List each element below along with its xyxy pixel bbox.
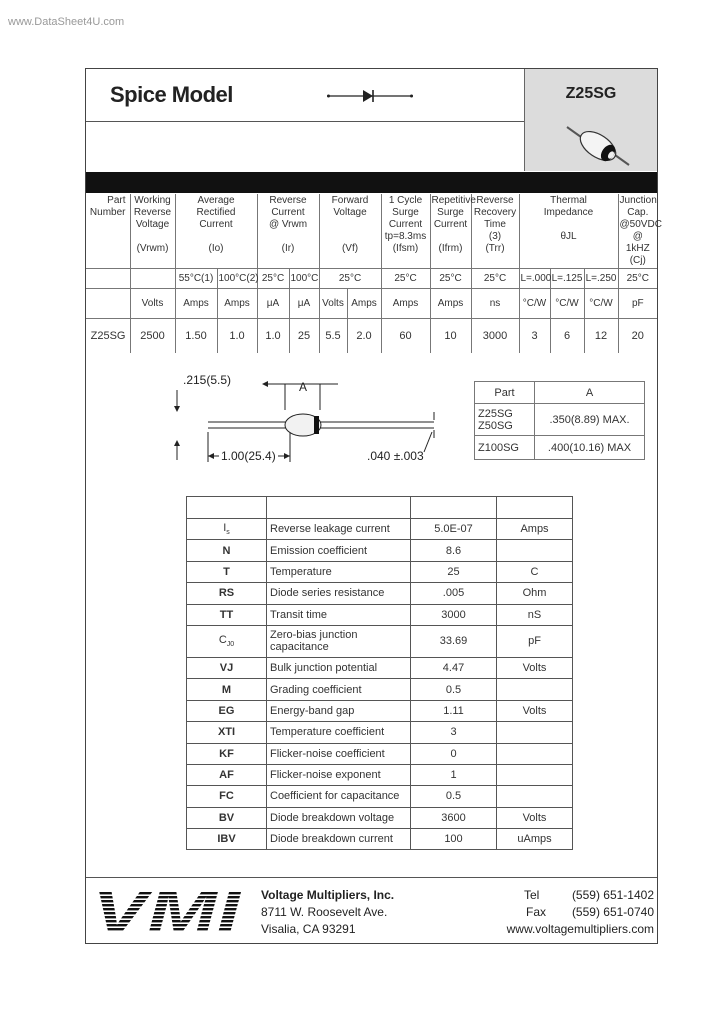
body-diameter-label: .215(5.5) xyxy=(183,373,232,387)
param-unit xyxy=(497,540,573,561)
spice-row xyxy=(187,722,573,743)
param-unit xyxy=(497,786,573,807)
pa-header-part: Part xyxy=(475,382,535,404)
cond-cell: 25°C xyxy=(257,269,289,289)
param-value: 1 xyxy=(411,764,497,785)
param-description: Transit time xyxy=(267,604,411,625)
value-cell: Z25SG xyxy=(86,319,130,353)
spice-row xyxy=(187,540,573,561)
spec-units-row xyxy=(86,289,657,319)
lead-diameter-label: .040 ±.003 xyxy=(367,449,424,463)
body-length-label: A xyxy=(299,380,308,394)
spice-row xyxy=(187,807,573,828)
param-description: Flicker-noise exponent xyxy=(267,764,411,785)
logo-text: VMI xyxy=(92,884,242,936)
param-symbol: FC xyxy=(187,786,267,807)
vmi-logo xyxy=(92,884,242,936)
param-value: 0.5 xyxy=(411,786,497,807)
param-description: Diode series resistance xyxy=(267,583,411,604)
param-description: Diode breakdown current xyxy=(267,829,411,850)
pa-part-cell: Z25SG Z50SG xyxy=(475,404,535,436)
spice-row xyxy=(187,786,573,807)
header-working-voltage: Working Reverse Voltage (Vrwm) xyxy=(130,194,175,269)
param-value: 25 xyxy=(411,561,497,582)
param-description: Zero-bias junction capacitance xyxy=(267,625,411,657)
cond-cell: 100°C xyxy=(289,269,319,289)
fax-label: Fax xyxy=(526,905,547,919)
fax-number: (559) 651-0740 xyxy=(571,905,654,919)
param-symbol: IBV xyxy=(187,829,267,850)
unit-cell: ns xyxy=(471,289,519,319)
param-symbol: $I_s$ xyxy=(187,519,267,540)
header-reverse-current: Reverse Current @ Vrwm (Ir) xyxy=(257,194,319,269)
fax-row xyxy=(500,904,654,921)
section-bar xyxy=(86,172,657,193)
spec-header-row xyxy=(86,194,657,269)
param-value: 100 xyxy=(411,829,497,850)
spice-row xyxy=(187,679,573,700)
unit-cell: Volts xyxy=(319,289,347,319)
value-cell: 3000 xyxy=(471,319,519,353)
header-forward-voltage: Forward Voltage (Vf) xyxy=(319,194,381,269)
param-description: Grading coefficient xyxy=(267,679,411,700)
header-repetitive-surge: Repetitive Surge Current (Ifrm) xyxy=(430,194,471,269)
param-description: Bulk junction potential xyxy=(267,657,411,678)
header-rectified-current: Average Rectified Current (Io) xyxy=(175,194,257,269)
param-value: 3000 xyxy=(411,604,497,625)
address-line-1: 8711 W. Roosevelt Ave. xyxy=(261,905,388,919)
cond-cell: L=.125 xyxy=(550,269,584,289)
param-value: 4.47 xyxy=(411,657,497,678)
pa-row xyxy=(475,404,645,436)
unit-cell: Amps xyxy=(381,289,430,319)
spice-row xyxy=(187,583,573,604)
page-title: Spice Model xyxy=(110,82,233,107)
param-description: Temperature xyxy=(267,561,411,582)
param-value: 3 xyxy=(411,722,497,743)
cond-cell: L=.000 xyxy=(519,269,550,289)
pa-header-a: A xyxy=(535,382,645,404)
spice-row xyxy=(187,657,573,678)
param-description: Temperature coefficient xyxy=(267,722,411,743)
param-description: Diode breakdown voltage xyxy=(267,807,411,828)
param-value: 0.5 xyxy=(411,679,497,700)
header-recovery-time: Reverse Recovery Time (3) (Trr) xyxy=(471,194,519,269)
value-cell: 12 xyxy=(584,319,618,353)
diode-symbol-icon xyxy=(327,89,413,103)
unit-cell: Amps xyxy=(347,289,381,319)
unit-cell: °C/W xyxy=(550,289,584,319)
param-value: 3600 xyxy=(411,807,497,828)
param-unit: Ohm xyxy=(497,583,573,604)
header-surge-current: 1 Cycle Surge Current tp=8.3ms (Ifsm) xyxy=(381,194,430,269)
watermark: www.DataSheet4U.com xyxy=(8,16,125,28)
param-symbol: M xyxy=(187,679,267,700)
part-dimension-table xyxy=(474,381,645,460)
param-value: 33.69 xyxy=(411,625,497,657)
value-cell: 2500 xyxy=(130,319,175,353)
cond-cell: 25°C xyxy=(430,269,471,289)
spice-row xyxy=(187,604,573,625)
param-symbol: EG xyxy=(187,700,267,721)
value-cell: 2.0 xyxy=(347,319,381,353)
unit-cell: Amps xyxy=(430,289,471,319)
value-cell: 3 xyxy=(519,319,550,353)
param-value: 0 xyxy=(411,743,497,764)
lead-length-label: 1.00(25.4) xyxy=(221,449,276,463)
tel-label: Tel xyxy=(524,888,540,902)
param-symbol: TT xyxy=(187,604,267,625)
value-cell: 5.5 xyxy=(319,319,347,353)
param-symbol: KF xyxy=(187,743,267,764)
header-thermal-impedance: Thermal Impedance θJL xyxy=(519,194,618,269)
param-symbol: N xyxy=(187,540,267,561)
company-name: Voltage Multipliers, Inc. xyxy=(261,888,395,902)
param-symbol: VJ xyxy=(187,657,267,678)
param-symbol: XTI xyxy=(187,722,267,743)
param-symbol: T xyxy=(187,561,267,582)
value-cell: 1.0 xyxy=(217,319,257,353)
electrical-spec-table xyxy=(86,194,662,353)
spice-row xyxy=(187,829,573,850)
cond-cell: L=.250 xyxy=(584,269,618,289)
cond-cell: 25°C xyxy=(319,269,381,289)
unit-cell: Amps xyxy=(217,289,257,319)
param-unit xyxy=(497,722,573,743)
spice-row xyxy=(187,561,573,582)
company-contact xyxy=(500,887,654,938)
param-value: 8.6 xyxy=(411,540,497,561)
param-description: Emission coefficient xyxy=(267,540,411,561)
address-line-2: Visalia, CA 93291 xyxy=(261,922,356,936)
param-unit: Amps xyxy=(497,519,573,540)
param-description: Coefficient for capacitance xyxy=(267,786,411,807)
spec-values-row xyxy=(86,319,657,353)
cond-cell: 25°C xyxy=(471,269,519,289)
param-unit xyxy=(497,679,573,700)
param-unit xyxy=(497,743,573,764)
unit-cell: Amps xyxy=(175,289,217,319)
value-cell: 6 xyxy=(550,319,584,353)
pa-a-cell: .400(10.16) MAX xyxy=(535,436,645,460)
param-description: Flicker-noise coefficient xyxy=(267,743,411,764)
param-unit: C xyxy=(497,561,573,582)
unit-cell: Volts xyxy=(130,289,175,319)
spice-parameter-table xyxy=(186,496,573,850)
tel-number: (559) 651-1402 xyxy=(571,888,654,902)
value-cell: 20 xyxy=(618,319,657,353)
header-divider xyxy=(86,121,524,122)
value-cell: 60 xyxy=(381,319,430,353)
part-number: Z25SG xyxy=(565,85,617,102)
pa-part-cell: Z100SG xyxy=(475,436,535,460)
spice-row xyxy=(187,743,573,764)
value-cell: 1.0 xyxy=(257,319,289,353)
param-unit: uAmps xyxy=(497,829,573,850)
unit-cell: μA xyxy=(289,289,319,319)
company-address xyxy=(261,887,394,938)
param-value: 5.0E-07 xyxy=(411,519,497,540)
param-unit: pF xyxy=(497,625,573,657)
footer-divider xyxy=(86,877,657,878)
unit-cell: °C/W xyxy=(584,289,618,319)
param-unit: Volts xyxy=(497,807,573,828)
cond-cell: 25°C xyxy=(381,269,430,289)
pa-header-row xyxy=(475,382,645,404)
cond-cell: 25°C xyxy=(618,269,657,289)
value-cell: 10 xyxy=(430,319,471,353)
unit-cell: μA xyxy=(257,289,289,319)
param-value: 1.11 xyxy=(411,700,497,721)
value-cell: 1.50 xyxy=(175,319,217,353)
tel-row xyxy=(500,887,654,904)
spec-conditions-row xyxy=(86,269,657,289)
spice-header-row xyxy=(187,497,573,519)
param-unit xyxy=(497,764,573,785)
param-description: Energy-band gap xyxy=(267,700,411,721)
diode-package-icon xyxy=(563,123,633,169)
param-unit: Volts xyxy=(497,657,573,678)
param-description: Reverse leakage current xyxy=(267,519,411,540)
spice-row xyxy=(187,700,573,721)
pa-a-cell: .350(8.89) MAX. xyxy=(535,404,645,436)
param-unit: Volts xyxy=(497,700,573,721)
spice-row xyxy=(187,625,573,657)
part-number-box xyxy=(524,69,657,171)
cond-cell: 100°C(2) xyxy=(217,269,257,289)
param-value: .005 xyxy=(411,583,497,604)
param-symbol: AF xyxy=(187,764,267,785)
cond-cell: 55°C(1) xyxy=(175,269,217,289)
spice-row xyxy=(187,764,573,785)
param-unit: nS xyxy=(497,604,573,625)
param-symbol: BV xyxy=(187,807,267,828)
header-part-number: Part Number xyxy=(89,195,126,218)
value-cell: 25 xyxy=(289,319,319,353)
param-symbol: RS xyxy=(187,583,267,604)
param-symbol: $C_{J0}$ xyxy=(187,625,267,657)
unit-cell: pF xyxy=(618,289,657,319)
pa-row xyxy=(475,436,645,460)
website-link[interactable]: www.voltagemultipliers.com xyxy=(506,922,654,936)
spice-row xyxy=(187,519,573,540)
header-junction-cap: Junction Cap. @50VDC @ 1kHZ (Cj) xyxy=(618,194,657,269)
unit-cell: °C/W xyxy=(519,289,550,319)
